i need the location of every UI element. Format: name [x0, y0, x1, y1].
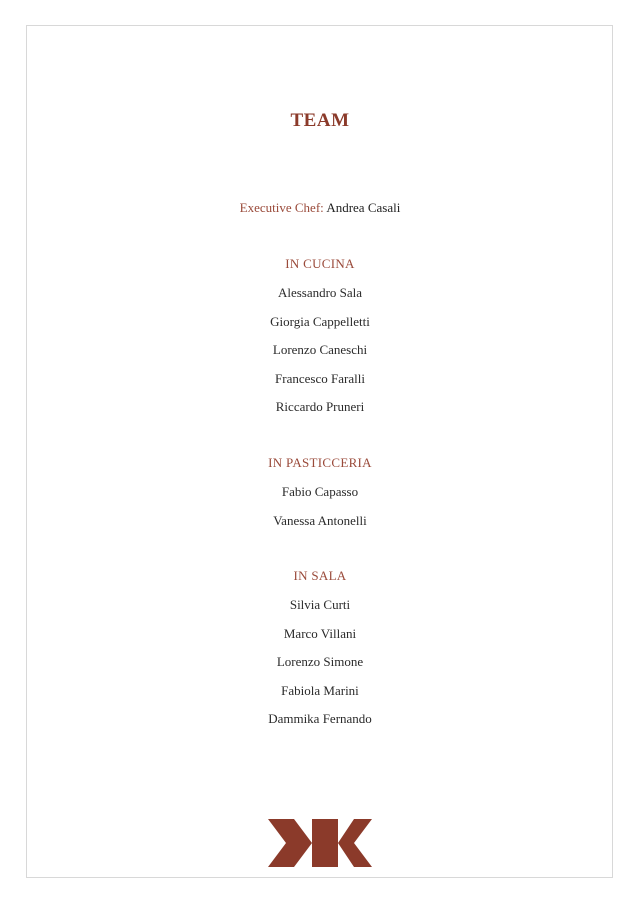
- kk-monogram-logo: [268, 819, 372, 867]
- team-member: Riccardo Pruneri: [275, 399, 365, 415]
- team-member: Lorenzo Caneschi: [272, 342, 368, 358]
- section-in-pasticceria: [0, 456, 640, 542]
- team-member: Lorenzo Simone: [276, 654, 364, 670]
- team-member: Vanessa Antonelli: [273, 512, 367, 528]
- page-border: [26, 25, 613, 878]
- section-heading: IN SALA: [293, 568, 347, 583]
- team-member: Francesco Faralli: [275, 370, 365, 386]
- team-member: Marco Villani: [283, 625, 357, 641]
- section-in-sala: [0, 569, 640, 741]
- team-member: Giorgia Cappelletti: [270, 313, 370, 329]
- executive-chef: [0, 200, 640, 216]
- executive-chef-name: Andrea Casali: [326, 200, 401, 215]
- team-member: Alessandro Sala: [277, 285, 363, 300]
- page-title: TEAM: [290, 110, 350, 131]
- section-heading: IN CUCINA: [285, 256, 355, 271]
- team-member: Silvia Curti: [289, 597, 351, 612]
- section-in-cucina: [0, 257, 640, 429]
- section-heading: IN PASTICCERIA: [268, 455, 372, 470]
- team-member: Fabio Capasso: [281, 484, 359, 499]
- executive-chef-label: Executive Chef:: [239, 200, 324, 215]
- team-member: Dammika Fernando: [268, 711, 372, 727]
- team-member: Fabiola Marini: [281, 682, 359, 698]
